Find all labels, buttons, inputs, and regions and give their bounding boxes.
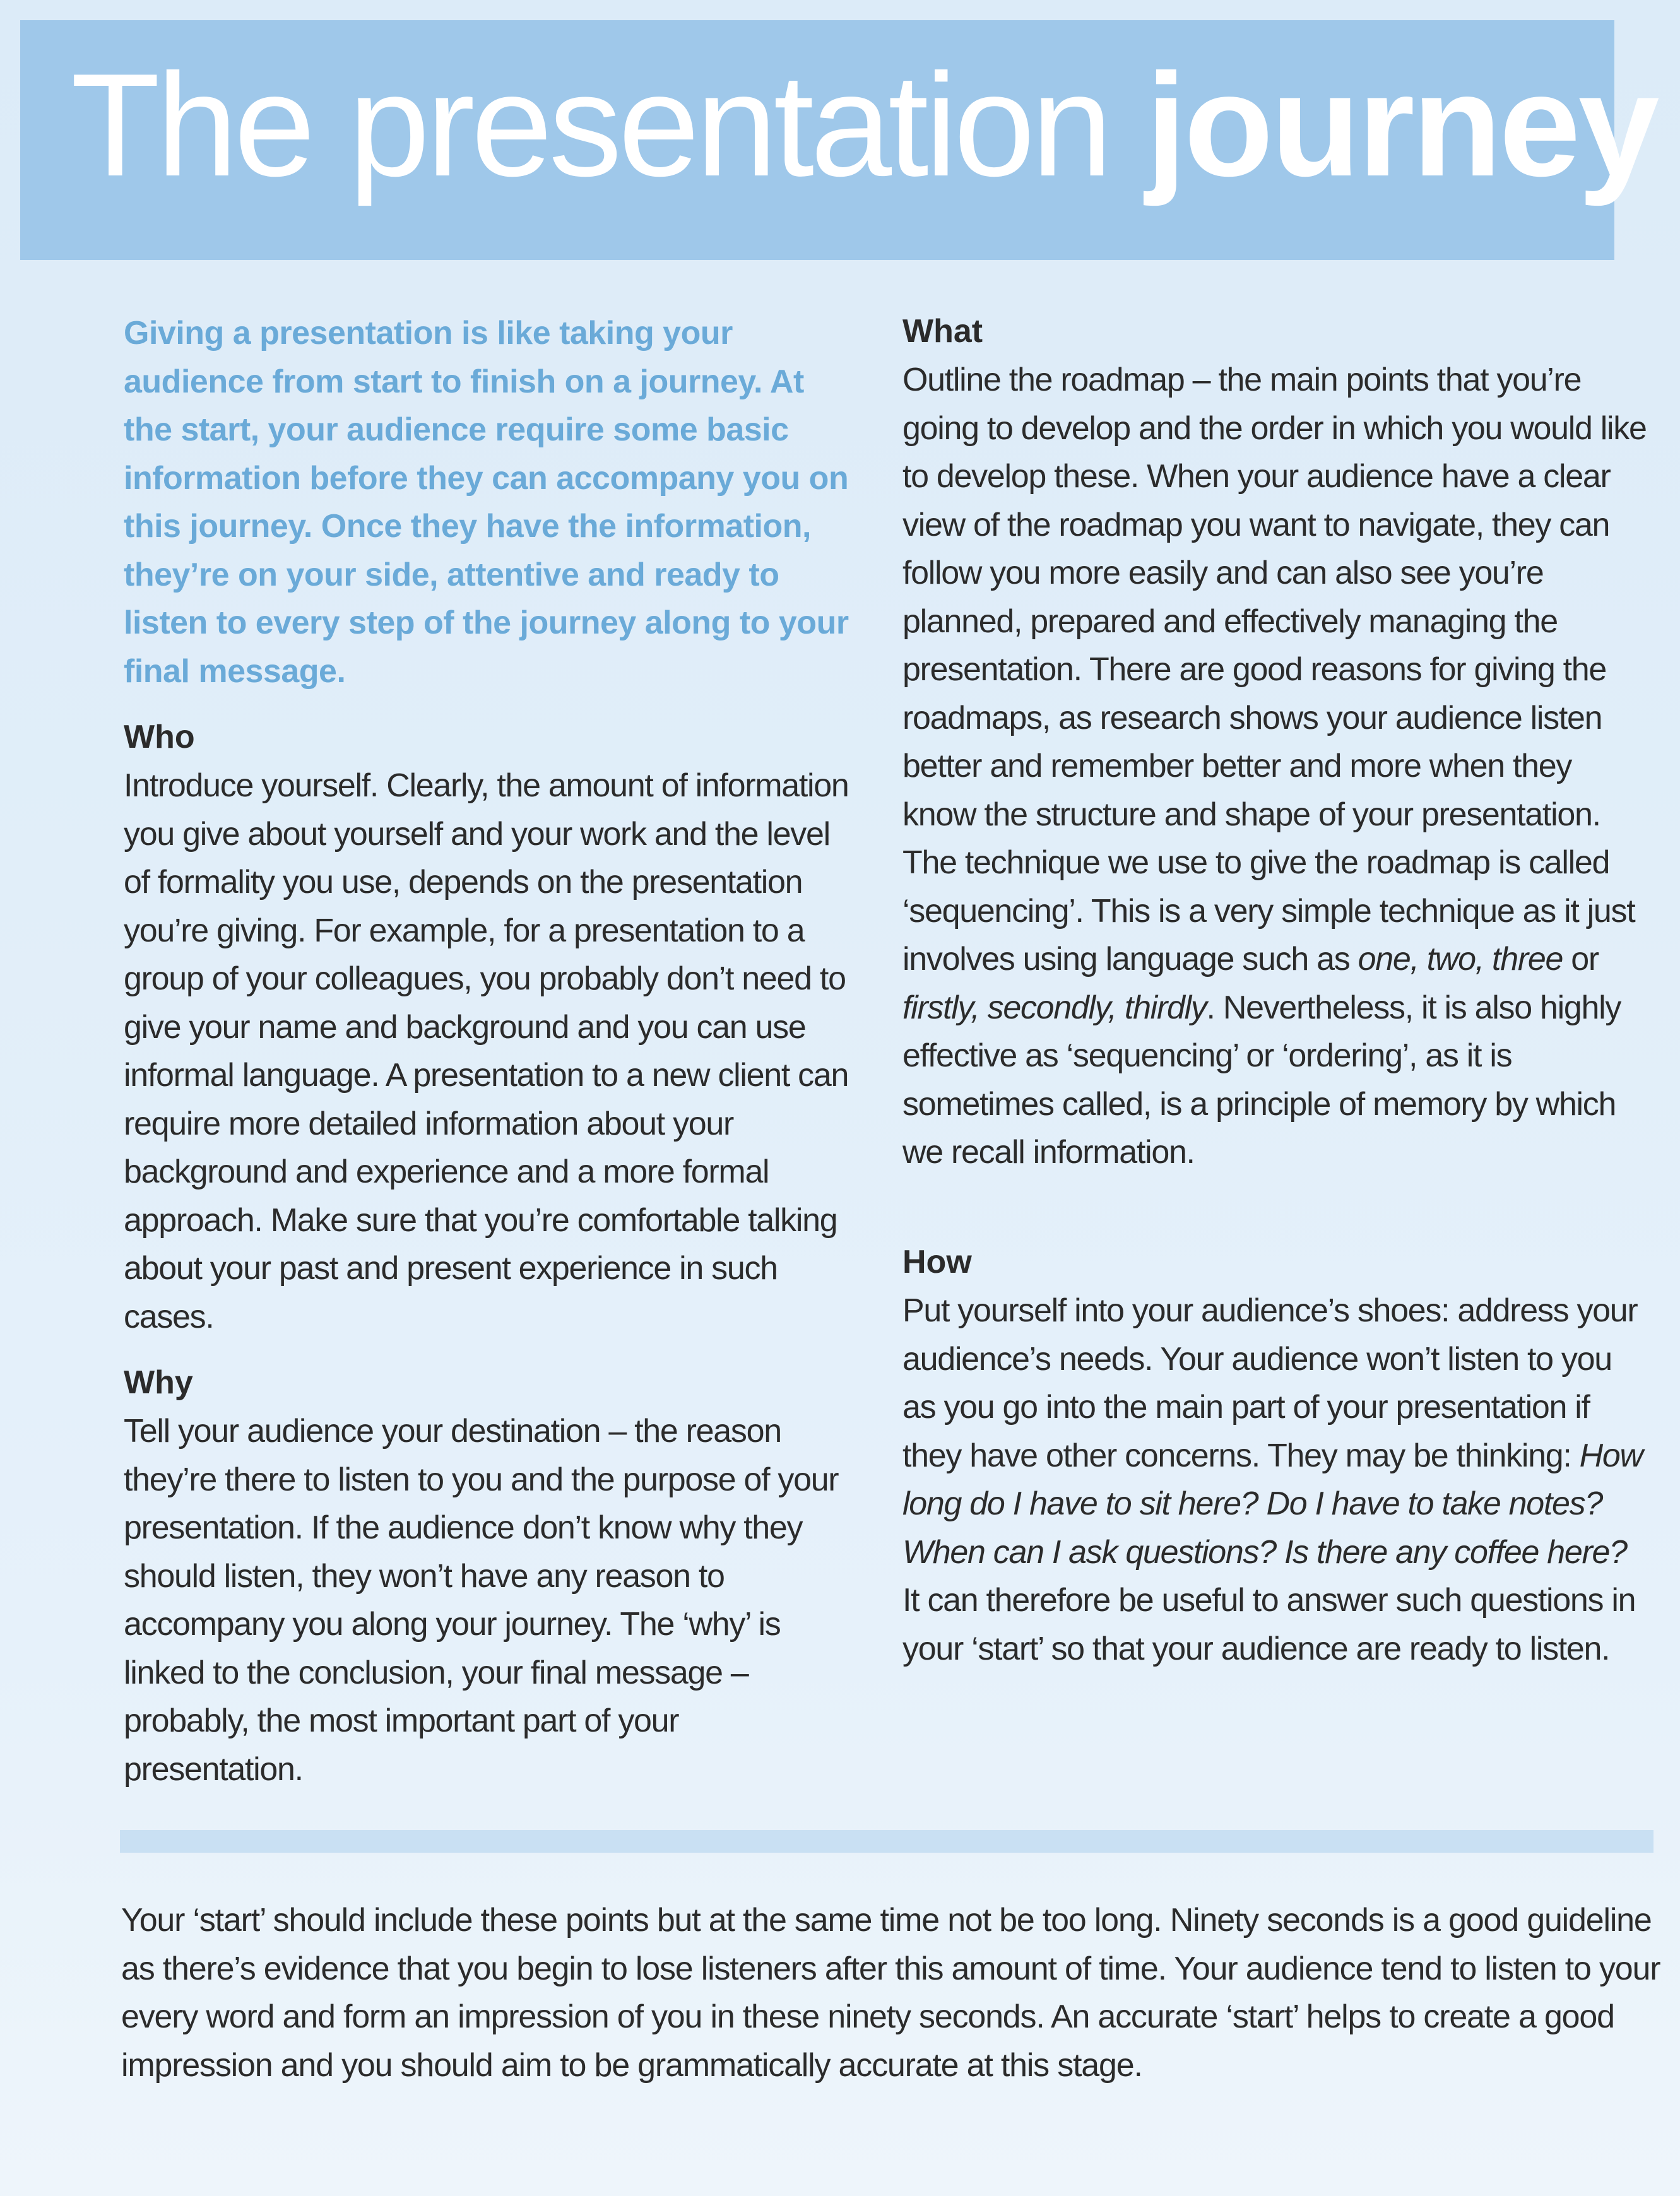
why-body: Tell your audience your destination – the reason they’re there to listen to you and the purpose of your presentation. If the audience don’t know why they should listen, they won’t have any reason to accompany you along your journey. The ‘why’ is linked to the conclusion, your final message – probably, the most important part of your presentation. [124, 1413, 839, 1788]
what-body-text-1: Outline the roadmap – the main points that you’re going to develop and the order in which you would like to develop these. When your audience have a clear view of the roadmap you want to navigate, they can follow you more easily and can also see you’re planned, prepared and effectively managing the presentation. There are good reasons for giving the roadmaps, as research shows your audience listen better and remember better and more when they know the structure and shape of your presentation. The technique we use to give the roadmap is called ‘sequencing’. This is a very simple technique as it just involves using language such as [902, 362, 1647, 977]
intro-paragraph: Giving a presentation is like taking your audience from start to finish on a journey. At the start, your audience require some basic information before they can accompany you on this journey. Once they have the information, they’re on your side, attentive and ready to listen to every step of the journey along to your final message. [124, 315, 849, 690]
what-body-text-3: . Nevertheless, it is also highly effective as ‘sequencing’ or ‘ordering’, as it is sometimes called, is a principle of memory by which we recall information. [902, 989, 1621, 1171]
how-body-text-1: Put yourself into your audience’s shoes: address your audience’s needs. Your audience won’t listen to you as you go into the main part of your presentation if they have other concerns. They may be thinking: [902, 1292, 1638, 1474]
what-body [902, 356, 1647, 1177]
who-heading: Who [124, 719, 195, 755]
what-heading: What [902, 313, 983, 350]
what-body-text-2: or [1563, 941, 1599, 977]
how-italic-1: How long do I have to sit here? Do I have to take notes? When can I ask questions? Is there any coffee here? [902, 1437, 1643, 1571]
section-divider [120, 1830, 1653, 1853]
footer-paragraph: Your ‘start’ should include these points but at the same time not be too long. Ninety seconds is a good guideline as there’s evidence that you begin to lose listeners after this amount of time. Your audience tend to listen to your every word and form an impression of you in these ninety seconds. An accurate ‘start’ helps to create a good impression and you should aim to be grammatically accurate at this stage. [121, 1902, 1660, 2084]
what-italic-1: one, two, three [1358, 941, 1563, 977]
how-heading: How [902, 1244, 972, 1280]
who-body: Introduce yourself. Clearly, the amount of information you give about yourself and your work and the level of formality you use, depends on the presentation you’re giving. For example, for a presentation to a group of your colleagues, you probably don’t need to give your name and background and you can use informal language. A presentation to a new client can require more detailed information about your background and experience and a more formal approach. Make sure that you’re comfortable talking about your past and present experience in such cases. [124, 767, 849, 1335]
how-body [902, 1287, 1647, 1673]
title-regular: The presentation [71, 44, 1146, 207]
page-title [71, 40, 1657, 211]
what-italic-2: firstly, secondly, thirdly [902, 989, 1207, 1026]
why-heading: Why [124, 1364, 193, 1401]
how-body-text-2: It can therefore be useful to answer such questions in your ‘start’ so that your audience are ready to listen. [902, 1582, 1636, 1667]
title-bold: journey [1145, 44, 1657, 207]
